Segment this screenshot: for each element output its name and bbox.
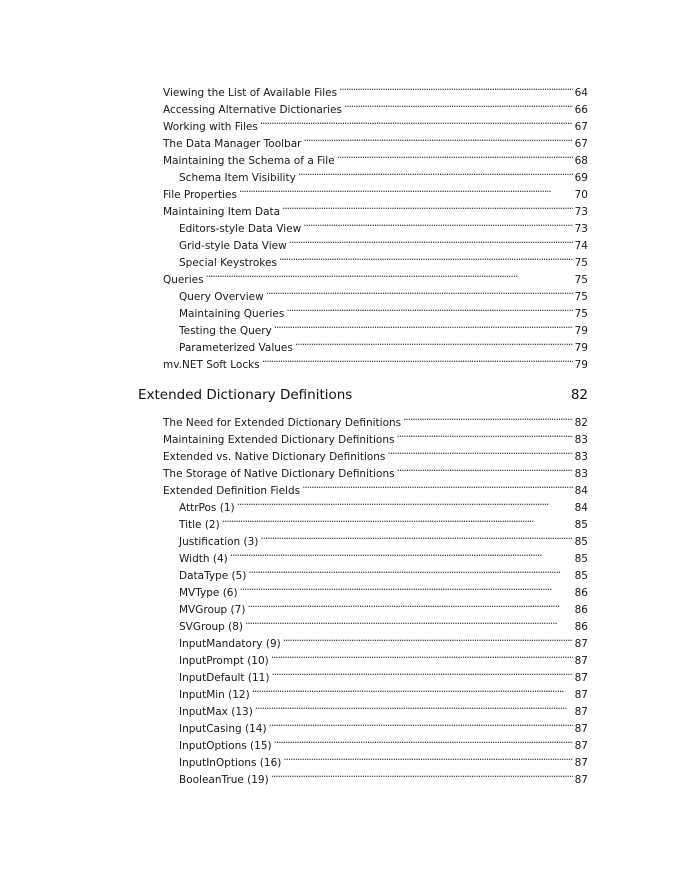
dot-leader [271,766,573,783]
toc-entry-title: Parameterized Values [179,342,293,354]
toc-entry-title: File Properties [163,189,237,201]
toc-entry-page: 67 [574,121,588,133]
toc-entry[interactable] [179,613,588,633]
toc-entry-page: 85 [574,553,588,565]
toc-entry-page: 79 [574,342,588,354]
toc-entry-page: 87 [574,655,588,667]
dot-leader [298,164,573,181]
toc-entry[interactable] [179,164,588,184]
dot-leader [230,545,573,562]
toc-entry-page: 87 [574,638,588,650]
toc-entry[interactable] [179,698,588,718]
toc-entry[interactable] [179,562,588,582]
toc-entry-page: 86 [574,604,588,616]
dot-leader [397,460,573,477]
toc-entry[interactable] [163,181,588,201]
dot-leader [344,96,573,113]
toc-entry-page: 87 [574,723,588,735]
dot-leader [260,528,572,545]
toc-entry[interactable] [179,630,588,650]
dot-leader [286,300,572,317]
section-heading-page: 82 [570,387,588,403]
toc-entry-page: 87 [574,757,588,769]
dot-leader [283,630,573,647]
toc-entry-title: BooleanTrue (19) [179,774,269,786]
toc-entry-page: 75 [574,291,588,303]
toc-entry-page: 87 [574,740,588,752]
toc-entry[interactable] [179,334,588,354]
toc-entry-page: 79 [574,325,588,337]
toc-entry-title: Extended Definition Fields [163,485,301,497]
toc-entry[interactable] [163,409,588,429]
toc-entry[interactable] [179,494,588,514]
toc-entry[interactable] [179,215,588,235]
toc-entry[interactable] [179,545,588,565]
toc-entry[interactable] [163,351,588,371]
dot-leader [222,511,573,528]
dot-leader [337,147,573,164]
toc-entry[interactable] [179,681,588,701]
toc-entry-page: 75 [574,274,588,286]
toc-entry-title: InputCasing (14) [179,723,267,735]
toc-entry[interactable] [179,232,588,252]
toc-entry-page: 85 [574,570,588,582]
dot-leader [274,317,573,334]
toc-entry[interactable] [179,511,588,531]
toc-entry[interactable] [163,460,588,480]
toc-entry-page: 69 [574,172,588,184]
toc-entry-page: 85 [574,519,588,531]
toc-entry-title: Query Overview [179,291,264,303]
toc-entry-title: InputMin (12) [179,689,250,701]
toc-entry-page: 66 [574,104,588,116]
toc-entry[interactable] [163,113,588,133]
toc-entry-title: Special Keystrokes [179,257,277,269]
toc-entry-page: 83 [574,451,588,463]
toc-entry[interactable] [163,96,588,116]
toc-entry-title: Maintaining the Schema of a File [163,155,335,167]
dot-leader [262,351,573,368]
toc-entry[interactable] [179,528,588,548]
dot-leader [303,215,572,232]
toc-entry-title: InputDefault (11) [179,672,270,684]
dot-leader [289,232,573,249]
toc-entry-title: DataType (5) [179,570,247,582]
dot-leader [206,266,573,283]
toc-entry-page: 75 [574,308,588,320]
dot-leader [255,698,573,715]
toc-entry-title: Viewing the List of Available Files [163,87,338,99]
toc-entry[interactable] [163,198,588,218]
toc-entry-page: 82 [574,417,588,429]
toc-entry-title: Grid-style Data View [179,240,287,252]
toc-entry-page: 64 [574,87,588,99]
toc-entry-title: InputPrompt (10) [179,655,269,667]
dot-leader [295,334,573,351]
toc-entry-title: mv.NET Soft Locks [163,359,260,371]
toc-entry-title: AttrPos (1) [179,502,235,514]
toc-entry-title: Extended vs. Native Dictionary Definitions [163,451,386,463]
dot-leader [271,664,572,681]
toc-entry-title: SVGroup (8) [179,621,244,633]
toc-entry[interactable] [179,249,588,269]
toc-entry-title: Testing the Query [179,325,272,337]
toc-entry[interactable] [179,283,588,303]
toc-entry-title: MVGroup (7) [179,604,246,616]
toc-entry-page: 73 [574,223,588,235]
toc-entry-page: 87 [574,706,588,718]
dot-leader [239,181,573,198]
dot-leader [403,409,572,426]
toc-entry-page: 74 [574,240,588,252]
toc-entry-title: MVType (6) [179,587,238,599]
toc-entry-title: Maintaining Item Data [163,206,281,218]
toc-entry-page: 85 [574,536,588,548]
dot-leader [271,647,573,664]
toc-entry-page: 83 [574,468,588,480]
toc-entry-title: Queries [163,274,204,286]
toc-entry-title: The Data Manager Toolbar [163,138,302,150]
dot-leader [339,79,573,96]
dot-leader [303,130,572,147]
toc-entry-page: 73 [574,206,588,218]
toc-entry-page: 83 [574,434,588,446]
toc-entry[interactable] [163,426,588,446]
toc-entry-page: 79 [574,359,588,371]
toc-entry[interactable] [179,317,588,337]
toc-entry-title: The Need for Extended Dictionary Definitions [163,417,402,429]
toc-entry-title: Title (2) [179,519,220,531]
toc-entry[interactable] [179,749,588,769]
toc-entry-title: InputInOptions (16) [179,757,282,769]
toc-entry[interactable] [179,715,588,735]
toc-entry-page: 86 [574,587,588,599]
toc-entry[interactable] [179,579,588,599]
dot-leader [247,596,572,613]
dot-leader [274,732,573,749]
toc-entry[interactable] [179,766,588,786]
dot-leader [266,283,573,300]
toc-entry-page: 67 [574,138,588,150]
toc-entry[interactable] [179,300,588,320]
toc-entry-title: Maintaining Queries [179,308,285,320]
dot-leader [283,749,572,766]
toc-entry[interactable] [163,443,588,463]
dot-leader [252,681,573,698]
section-heading-title: Extended Dictionary Definitions [138,387,353,403]
toc-entry[interactable] [179,647,588,667]
dot-leader [282,198,573,215]
toc-entry[interactable] [163,79,588,99]
dot-leader [248,562,572,579]
toc-entry-page: 87 [574,672,588,684]
toc-entry[interactable] [163,477,588,497]
dot-leader [240,579,573,596]
toc-entry[interactable] [163,266,588,286]
toc-entry-page: 84 [574,485,588,497]
toc-entry[interactable] [179,732,588,752]
dot-leader [302,477,573,494]
toc-entry-page: 70 [574,189,588,201]
toc-entry-page: 86 [574,621,588,633]
dot-leader [237,494,573,511]
toc-entry-title: Editors-style Data View [179,223,302,235]
toc-entry-page: 75 [574,257,588,269]
toc-entry-title: Justification (3) [179,536,259,548]
toc-entry-title: InputMandatory (9) [179,638,281,650]
toc-entry-page: 87 [574,689,588,701]
toc-entry-page: 87 [574,774,588,786]
dot-leader [396,426,572,443]
dot-leader [269,715,573,732]
toc-entry[interactable] [163,147,588,167]
toc-entry-page: 68 [574,155,588,167]
toc-entry-title: InputOptions (15) [179,740,272,752]
toc-entry-page: 84 [574,502,588,514]
dot-leader [245,613,573,630]
section-heading[interactable] [138,385,588,405]
toc-entry-title: Maintaining Extended Dictionary Definitions [163,434,395,446]
toc-entry-title: InputMax (13) [179,706,253,718]
toc-entry-title: Schema Item Visibility [179,172,296,184]
toc-entry[interactable] [163,130,588,150]
dot-leader [387,443,572,460]
toc-entry-title: Accessing Alternative Dictionaries [163,104,342,116]
toc-entry[interactable] [179,664,588,684]
toc-entry-title: Working with Files [163,121,258,133]
dot-leader [260,113,573,130]
dot-leader [279,249,573,266]
toc-entry-title: Width (4) [179,553,228,565]
toc-entry[interactable] [179,596,588,616]
toc-entry-title: The Storage of Native Dictionary Definitions [163,468,395,480]
